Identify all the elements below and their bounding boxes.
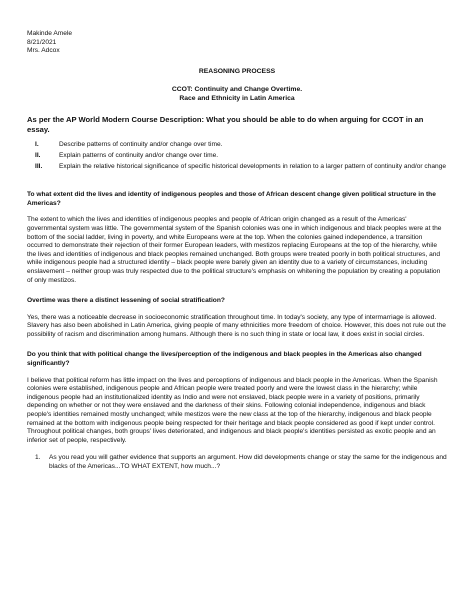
question-2: Overtime was there a distinct lessening of social stratification? [27, 297, 225, 305]
roman-list-item [27, 163, 447, 172]
roman-number: III. [35, 162, 43, 170]
list-text: As you read you will gather evidence that supports an argument. How did developments change or stay the same for the indigenous and blacks of the Americas...TO WHAT EXTENT, how much...? [49, 454, 447, 470]
roman-number: I. [35, 141, 39, 149]
list-number: 1. [35, 454, 41, 462]
question-1: To what extent did the lives and identity of indigenous peoples and those of African descent change given political structure in the Americas? [27, 191, 436, 207]
student-name: Makinde Amele [27, 30, 73, 37]
roman-text: Explain the relative historical significance of specific historical developments in relation to a larger pattern of continuity and/or change [59, 162, 447, 170]
answer-1: The extent to which the lives and identities of indigenous peoples and people of African origin changed as a result of the Americas' governmental system was little. The governmental system of the Spanish colonies was one in which indigenous and black peoples were at the bottom of the social ladder, living in poverty, and white Europeans were at the top. When the colonies gained independence, a transition occurred to demonstrate their rejection of their former European leaders, with mestizos replacing Europeans at the top of the hierarchy, while the lives and identities of indigenous and black peoples remained unchanged. Both groups were treated poorly in both political structures, and while indigenous people had a structured identity – black people were barely given an identity due to a variety of circumstances, including enslavement – neither group was truly respected due to the political structure's emphasis on whitening the population by creating a population of only mestizos. [27, 216, 442, 284]
roman-text: Describe patterns of continuity and/or change over time. [59, 141, 223, 149]
subtitle-race: Race and Ethnicity in Latin America [179, 95, 295, 103]
roman-text: Explain patterns of continuity and/or change over time. [59, 151, 219, 159]
roman-list-item [27, 152, 447, 161]
page-title: REASONING PROCESS [198, 67, 276, 75]
question-3: Do you think that with political change the lives/perception of the indigenous and black peoples in the Americas also changed significantly? [27, 351, 422, 368]
document-date: 8/21/2021 [27, 38, 57, 46]
course-description-question: As per the AP World Modern Course Description: What you should be able to do when arguing for CCOT in an essay. [27, 115, 424, 135]
numbered-list-item [27, 454, 447, 471]
roman-numeral-list [27, 141, 447, 171]
roman-list-item [27, 141, 447, 150]
roman-number: II. [35, 151, 41, 159]
subtitle-block [27, 85, 447, 103]
answer-2: Yes, there was a noticeable decrease in socioeconomic stratification throughout time. In today's society, any type of intermarriage is allowed. Slavery has also been abolished in Latin America, giving people of many ethnicities more freedom of choice. However, this does not rule out the possibility of racism and discrimination among humans. Although there is no such thing in state or local law, it does exist in social circles. [27, 313, 446, 338]
teacher-name: Mrs. Adcox [27, 47, 60, 55]
subtitle-ccot: CCOT: Continuity and Change Overtime. [171, 86, 303, 94]
answer-3: I believe that political reform has little impact on the lives and perceptions of indigenous and black people in the Americas. When the Spanish colonies were established, indigenous people and African people were treated poorly and were the lowest class in the hierarchy; while indigenous people had an institutionalized identity as Indio and were not enslaved, black people were in a variety of positions, primarily depending on whether or not they were enslaved and the darkness of their skins. Following colonial independence, indigenous and black people's identities remained mostly unchanged; while mestizos were the new class at the top of the hierarchy, indigenous and black people remained at the bottom with indigenous people being respected for their heritage and black people considered as good if kept under control. Throughout political changes, both groups' lives deteriorated, and indigenous and black people's identities persisted as exotic people and an inferior set of people, respectively. [27, 376, 438, 444]
